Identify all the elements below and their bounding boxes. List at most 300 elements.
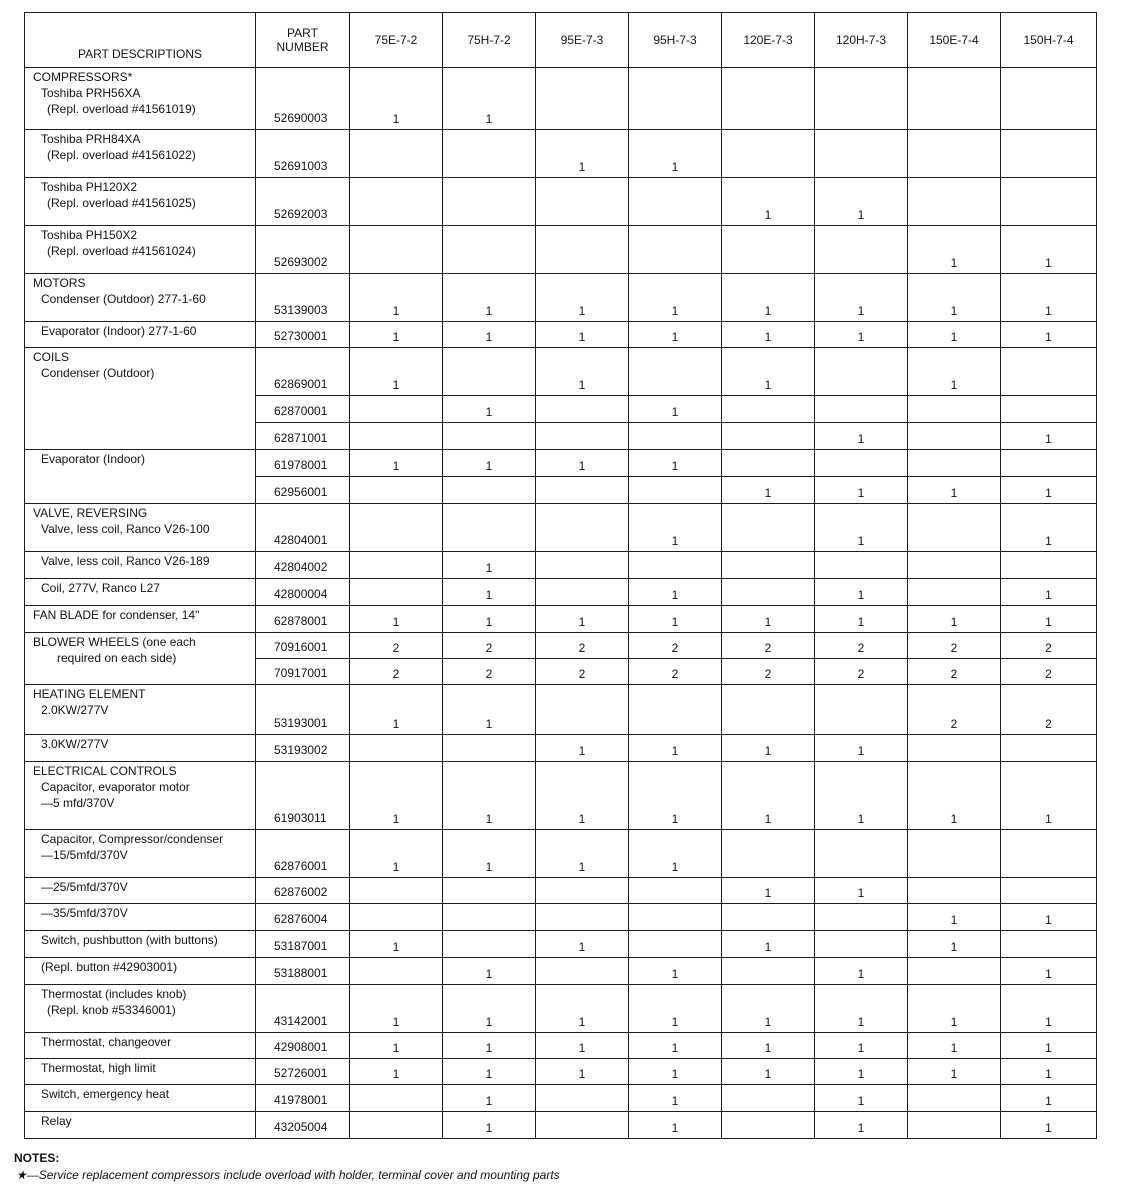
quantity-cell — [536, 685, 629, 735]
quantity-cell — [350, 423, 443, 450]
quantity-cell: 1 — [350, 450, 443, 477]
parts-list-sheet — [24, 12, 1097, 1139]
quantity-cell — [908, 130, 1001, 178]
part-description-line: (Repl. knob #53346001) — [47, 1003, 176, 1017]
part-description-line: (Repl. overload #41561019) — [47, 102, 196, 116]
quantity-cell — [908, 178, 1001, 226]
model-header: 75E-7-2 — [350, 13, 443, 68]
quantity-cell: 1 — [536, 348, 629, 396]
part-number-cell: 53139003 — [256, 274, 350, 322]
part-description-cell — [25, 931, 256, 958]
quantity-cell: 1 — [443, 552, 536, 579]
quantity-cell: 1 — [722, 878, 815, 904]
part-description-cell — [25, 274, 256, 322]
quantity-cell — [350, 552, 443, 579]
part-description-line: MOTORS — [33, 276, 86, 290]
part-description-cell — [25, 579, 256, 606]
part-description-line: 3.0KW/277V — [41, 737, 109, 751]
quantity-cell — [722, 130, 815, 178]
part-description-line: COMPRESSORS* — [33, 70, 133, 84]
table-row — [25, 762, 1097, 830]
quantity-cell: 1 — [908, 931, 1001, 958]
quantity-cell — [815, 685, 908, 735]
parts-table — [24, 12, 1097, 1139]
part-description-cell — [25, 762, 256, 830]
quantity-cell: 2 — [815, 659, 908, 685]
quantity-cell — [629, 226, 722, 274]
quantity-cell: 1 — [629, 1059, 722, 1085]
quantity-cell — [908, 735, 1001, 762]
quantity-cell: 1 — [443, 606, 536, 633]
quantity-cell: 1 — [629, 1033, 722, 1059]
part-description-cell — [25, 1033, 256, 1059]
table-row — [25, 579, 1097, 606]
quantity-cell — [536, 579, 629, 606]
part-number-cell: 53187001 — [256, 931, 350, 958]
quantity-cell — [1001, 348, 1097, 396]
quantity-cell — [629, 68, 722, 130]
quantity-cell: 1 — [722, 1033, 815, 1059]
quantity-cell — [815, 396, 908, 423]
quantity-cell: 1 — [536, 830, 629, 878]
quantity-cell: 1 — [1001, 1059, 1097, 1085]
part-description-line: Capacitor, Compressor/condenser — [41, 832, 224, 846]
quantity-cell — [629, 552, 722, 579]
part-number-cell: 70917001 — [256, 659, 350, 685]
part-number-cell: 53193001 — [256, 685, 350, 735]
part-description-line: —35/5mfd/370V — [41, 906, 128, 920]
part-number-cell: 43142001 — [256, 985, 350, 1033]
quantity-cell — [1001, 878, 1097, 904]
quantity-cell — [722, 685, 815, 735]
quantity-cell: 1 — [536, 274, 629, 322]
part-description-line: Thermostat (includes knob) — [41, 987, 187, 1001]
part-number-cell: 62876002 — [256, 878, 350, 904]
quantity-cell — [722, 396, 815, 423]
quantity-cell — [536, 178, 629, 226]
quantity-cell: 2 — [350, 659, 443, 685]
quantity-cell: 1 — [815, 1112, 908, 1139]
quantity-cell: 1 — [536, 450, 629, 477]
table-row — [25, 274, 1097, 322]
quantity-cell: 1 — [1001, 423, 1097, 450]
part-number-cell: 62870001 — [256, 396, 350, 423]
quantity-cell — [1001, 68, 1097, 130]
quantity-cell — [443, 931, 536, 958]
quantity-cell — [350, 904, 443, 931]
table-row — [25, 685, 1097, 735]
quantity-cell: 1 — [443, 68, 536, 130]
quantity-cell: 1 — [815, 1033, 908, 1059]
model-header: 150E-7-4 — [908, 13, 1001, 68]
quantity-cell: 1 — [722, 348, 815, 396]
quantity-cell: 1 — [815, 958, 908, 985]
quantity-cell — [536, 904, 629, 931]
quantity-cell: 1 — [443, 1033, 536, 1059]
quantity-cell: 1 — [443, 396, 536, 423]
quantity-cell: 1 — [908, 606, 1001, 633]
quantity-cell — [1001, 130, 1097, 178]
part-description-cell — [25, 130, 256, 178]
part-description-cell — [25, 1112, 256, 1139]
quantity-cell: 1 — [908, 348, 1001, 396]
quantity-cell: 1 — [815, 985, 908, 1033]
quantity-cell — [350, 396, 443, 423]
part-description-line: FAN BLADE for condenser, 14" — [33, 608, 200, 622]
quantity-cell: 1 — [722, 274, 815, 322]
header-row — [25, 13, 1097, 68]
part-description-line: Thermostat, high limit — [41, 1061, 156, 1075]
quantity-cell: 1 — [350, 322, 443, 348]
quantity-cell — [908, 830, 1001, 878]
part-description-line: Switch, emergency heat — [41, 1087, 170, 1101]
table-row — [25, 904, 1097, 931]
part-number-cell: 52692003 — [256, 178, 350, 226]
part-description-line: Capacitor, evaporator motor — [41, 780, 190, 794]
quantity-cell — [536, 68, 629, 130]
part-number-cell: 62869001 — [256, 348, 350, 396]
part-description-line: Valve, less coil, Ranco V26-100 — [41, 522, 210, 536]
quantity-cell — [350, 477, 443, 504]
part-number-cell: 62871001 — [256, 423, 350, 450]
quantity-cell: 2 — [908, 633, 1001, 659]
quantity-cell: 1 — [443, 450, 536, 477]
quantity-cell: 1 — [815, 606, 908, 633]
quantity-cell — [443, 226, 536, 274]
part-description-cell — [25, 348, 256, 450]
quantity-cell: 1 — [722, 1059, 815, 1085]
quantity-cell — [815, 904, 908, 931]
table-row — [25, 735, 1097, 762]
part-description-cell — [25, 68, 256, 130]
quantity-cell — [350, 1112, 443, 1139]
quantity-cell: 2 — [722, 633, 815, 659]
part-description-cell — [25, 1085, 256, 1112]
quantity-cell — [350, 735, 443, 762]
part-number-cell: 52693002 — [256, 226, 350, 274]
quantity-cell — [443, 348, 536, 396]
part-description-cell — [25, 552, 256, 579]
quantity-cell: 1 — [350, 1059, 443, 1085]
quantity-cell: 1 — [815, 1059, 908, 1085]
part-description-line: Toshiba PRH84XA — [41, 132, 141, 146]
quantity-cell — [443, 504, 536, 552]
table-row — [25, 1033, 1097, 1059]
part-description-cell — [25, 322, 256, 348]
part-description-cell — [25, 985, 256, 1033]
quantity-cell — [629, 904, 722, 931]
part-description-line: required on each side) — [57, 651, 177, 665]
quantity-cell: 2 — [443, 659, 536, 685]
quantity-cell: 1 — [722, 178, 815, 226]
quantity-cell: 1 — [1001, 904, 1097, 931]
quantity-cell: 2 — [629, 633, 722, 659]
quantity-cell — [1001, 552, 1097, 579]
quantity-cell: 1 — [908, 985, 1001, 1033]
quantity-cell — [1001, 450, 1097, 477]
part-description-line: 2.0KW/277V — [41, 703, 109, 717]
part-description-line: ELECTRICAL CONTROLS — [33, 764, 177, 778]
quantity-cell — [350, 878, 443, 904]
quantity-cell — [629, 348, 722, 396]
quantity-cell: 1 — [443, 830, 536, 878]
part-number-cell: 52691003 — [256, 130, 350, 178]
quantity-cell: 1 — [443, 1085, 536, 1112]
quantity-cell — [722, 579, 815, 606]
part-description-cell — [25, 735, 256, 762]
quantity-cell: 1 — [815, 477, 908, 504]
table-row — [25, 552, 1097, 579]
part-description-cell — [25, 226, 256, 274]
table-row — [25, 931, 1097, 958]
part-number-header — [256, 13, 350, 68]
quantity-cell: 1 — [815, 322, 908, 348]
quantity-cell: 1 — [536, 985, 629, 1033]
quantity-cell — [722, 450, 815, 477]
part-description-line: COILS — [33, 350, 70, 364]
quantity-cell — [536, 423, 629, 450]
part-number-cell: 43205004 — [256, 1112, 350, 1139]
quantity-cell: 1 — [722, 762, 815, 830]
model-header: 120H-7-3 — [815, 13, 908, 68]
table-row — [25, 985, 1097, 1033]
quantity-cell: 1 — [443, 274, 536, 322]
quantity-cell: 1 — [1001, 322, 1097, 348]
quantity-cell — [1001, 735, 1097, 762]
table-row — [25, 1059, 1097, 1085]
quantity-cell: 1 — [536, 931, 629, 958]
part-description-line: —25/5mfd/370V — [41, 880, 128, 894]
quantity-cell — [536, 552, 629, 579]
quantity-cell: 1 — [815, 274, 908, 322]
quantity-cell: 2 — [443, 633, 536, 659]
part-number-header-line-2: NUMBER — [276, 40, 329, 54]
part-number-cell: 41978001 — [256, 1085, 350, 1112]
quantity-cell — [536, 878, 629, 904]
notes-section — [14, 1150, 560, 1184]
quantity-cell: 1 — [350, 830, 443, 878]
quantity-cell: 1 — [629, 958, 722, 985]
quantity-cell: 1 — [629, 762, 722, 830]
quantity-cell — [536, 1112, 629, 1139]
quantity-cell: 1 — [629, 450, 722, 477]
quantity-cell — [908, 450, 1001, 477]
quantity-cell: 1 — [815, 735, 908, 762]
part-description-cell — [25, 958, 256, 985]
quantity-cell: 2 — [536, 633, 629, 659]
quantity-cell: 1 — [443, 685, 536, 735]
quantity-cell — [908, 396, 1001, 423]
quantity-cell: 1 — [629, 130, 722, 178]
quantity-cell: 2 — [908, 659, 1001, 685]
part-description-line: HEATING ELEMENT — [33, 687, 146, 701]
quantity-cell: 1 — [629, 985, 722, 1033]
quantity-cell — [815, 931, 908, 958]
quantity-cell: 1 — [1001, 504, 1097, 552]
part-description-line: —15/5mfd/370V — [41, 848, 128, 862]
quantity-cell: 1 — [629, 1085, 722, 1112]
quantity-cell — [443, 878, 536, 904]
quantity-cell — [1001, 931, 1097, 958]
part-description-line: Evaporator (Indoor) — [41, 452, 146, 466]
part-number-cell: 61978001 — [256, 450, 350, 477]
quantity-cell — [1001, 178, 1097, 226]
quantity-cell: 1 — [443, 1059, 536, 1085]
quantity-cell — [815, 552, 908, 579]
quantity-cell — [908, 552, 1001, 579]
quantity-cell — [815, 226, 908, 274]
quantity-cell — [629, 685, 722, 735]
part-number-cell: 42804002 — [256, 552, 350, 579]
quantity-cell: 1 — [350, 606, 443, 633]
part-description-line: BLOWER WHEELS (one each — [33, 635, 196, 649]
part-description-line: Thermostat, changeover — [41, 1035, 172, 1049]
quantity-cell: 1 — [815, 504, 908, 552]
quantity-cell: 1 — [629, 579, 722, 606]
notes-title: NOTES: — [14, 1151, 60, 1165]
model-header: 120E-7-3 — [722, 13, 815, 68]
model-header: 95E-7-3 — [536, 13, 629, 68]
quantity-cell: 1 — [908, 477, 1001, 504]
part-number-cell: 62876004 — [256, 904, 350, 931]
quantity-cell: 1 — [1001, 1085, 1097, 1112]
quantity-cell — [350, 1085, 443, 1112]
quantity-cell — [722, 958, 815, 985]
quantity-cell: 1 — [350, 348, 443, 396]
quantity-cell: 2 — [1001, 685, 1097, 735]
quantity-cell: 1 — [443, 762, 536, 830]
part-description-line: —5 mfd/370V — [41, 796, 115, 810]
part-description-line: (Repl. button #42903001) — [41, 960, 178, 974]
quantity-cell: 1 — [536, 130, 629, 178]
part-number-cell: 70916001 — [256, 633, 350, 659]
part-description-cell — [25, 1059, 256, 1085]
quantity-cell: 1 — [908, 274, 1001, 322]
part-number-header-line-1: PART — [287, 26, 318, 40]
part-number-cell: 42800004 — [256, 579, 350, 606]
quantity-cell: 1 — [1001, 226, 1097, 274]
table-row — [25, 958, 1097, 985]
table-row — [25, 226, 1097, 274]
part-descriptions-header: PART DESCRIPTIONS — [25, 13, 256, 68]
quantity-cell — [1001, 830, 1097, 878]
part-description-cell — [25, 830, 256, 878]
quantity-cell: 2 — [1001, 633, 1097, 659]
table-row — [25, 348, 1097, 396]
table-row — [25, 130, 1097, 178]
quantity-cell — [815, 68, 908, 130]
quantity-cell: 1 — [350, 762, 443, 830]
part-number-cell: 52730001 — [256, 322, 350, 348]
quantity-cell: 1 — [722, 606, 815, 633]
quantity-cell: 1 — [1001, 477, 1097, 504]
quantity-cell — [908, 504, 1001, 552]
quantity-cell — [443, 904, 536, 931]
quantity-cell: 1 — [350, 1033, 443, 1059]
part-description-cell — [25, 450, 256, 504]
quantity-cell: 1 — [908, 762, 1001, 830]
table-row — [25, 450, 1097, 477]
quantity-cell — [443, 735, 536, 762]
quantity-cell — [722, 552, 815, 579]
quantity-cell — [443, 178, 536, 226]
quantity-cell — [815, 450, 908, 477]
notes-body: ★—Service replacement compressors include overload with holder, terminal cover and mounting parts — [16, 1168, 560, 1182]
quantity-cell: 1 — [536, 322, 629, 348]
quantity-cell: 2 — [722, 659, 815, 685]
quantity-cell: 1 — [815, 178, 908, 226]
quantity-cell — [908, 1112, 1001, 1139]
part-description-line: (Repl. overload #41561024) — [47, 244, 196, 258]
parts-table-body — [25, 68, 1097, 1139]
part-number-cell: 42908001 — [256, 1033, 350, 1059]
part-description-cell — [25, 633, 256, 685]
part-number-cell: 53193002 — [256, 735, 350, 762]
part-description-cell — [25, 904, 256, 931]
part-description-cell — [25, 504, 256, 552]
part-description-line: Toshiba PH120X2 — [41, 180, 138, 194]
part-description-line: Evaporator (Indoor) 277-1-60 — [41, 324, 197, 338]
quantity-cell: 1 — [722, 985, 815, 1033]
quantity-cell: 1 — [443, 322, 536, 348]
part-description-cell — [25, 606, 256, 633]
quantity-cell — [629, 878, 722, 904]
quantity-cell: 1 — [629, 274, 722, 322]
quantity-cell: 1 — [815, 579, 908, 606]
part-description-cell — [25, 178, 256, 226]
part-number-cell: 52690003 — [256, 68, 350, 130]
table-row — [25, 878, 1097, 904]
quantity-cell — [350, 178, 443, 226]
quantity-cell: 1 — [443, 958, 536, 985]
quantity-cell: 1 — [815, 762, 908, 830]
table-row — [25, 830, 1097, 878]
quantity-cell — [722, 1112, 815, 1139]
quantity-cell — [350, 579, 443, 606]
quantity-cell — [1001, 396, 1097, 423]
quantity-cell — [722, 1085, 815, 1112]
model-header: 150H-7-4 — [1001, 13, 1097, 68]
quantity-cell: 1 — [350, 274, 443, 322]
quantity-cell: 1 — [629, 322, 722, 348]
quantity-cell: 1 — [1001, 762, 1097, 830]
quantity-cell: 1 — [443, 985, 536, 1033]
part-description-line: Condenser (Outdoor) 277-1-60 — [41, 292, 206, 306]
part-description-line: Coil, 277V, Ranco L27 — [41, 581, 160, 595]
quantity-cell: 1 — [536, 735, 629, 762]
quantity-cell — [350, 226, 443, 274]
quantity-cell — [815, 830, 908, 878]
quantity-cell — [443, 130, 536, 178]
part-number-cell: 52726001 — [256, 1059, 350, 1085]
quantity-cell — [629, 931, 722, 958]
quantity-cell — [536, 1085, 629, 1112]
part-description-line: (Repl. overload #41561025) — [47, 196, 196, 210]
quantity-cell: 1 — [1001, 1033, 1097, 1059]
table-row — [25, 178, 1097, 226]
part-number-cell: 53188001 — [256, 958, 350, 985]
part-description-line: (Repl. overload #41561022) — [47, 148, 196, 162]
quantity-cell — [908, 1085, 1001, 1112]
part-number-cell: 62956001 — [256, 477, 350, 504]
quantity-cell: 1 — [815, 1085, 908, 1112]
quantity-cell — [908, 579, 1001, 606]
quantity-cell — [629, 423, 722, 450]
table-row — [25, 606, 1097, 633]
part-description-line: Condenser (Outdoor) — [41, 366, 155, 380]
model-header: 95H-7-3 — [629, 13, 722, 68]
quantity-cell: 1 — [722, 477, 815, 504]
